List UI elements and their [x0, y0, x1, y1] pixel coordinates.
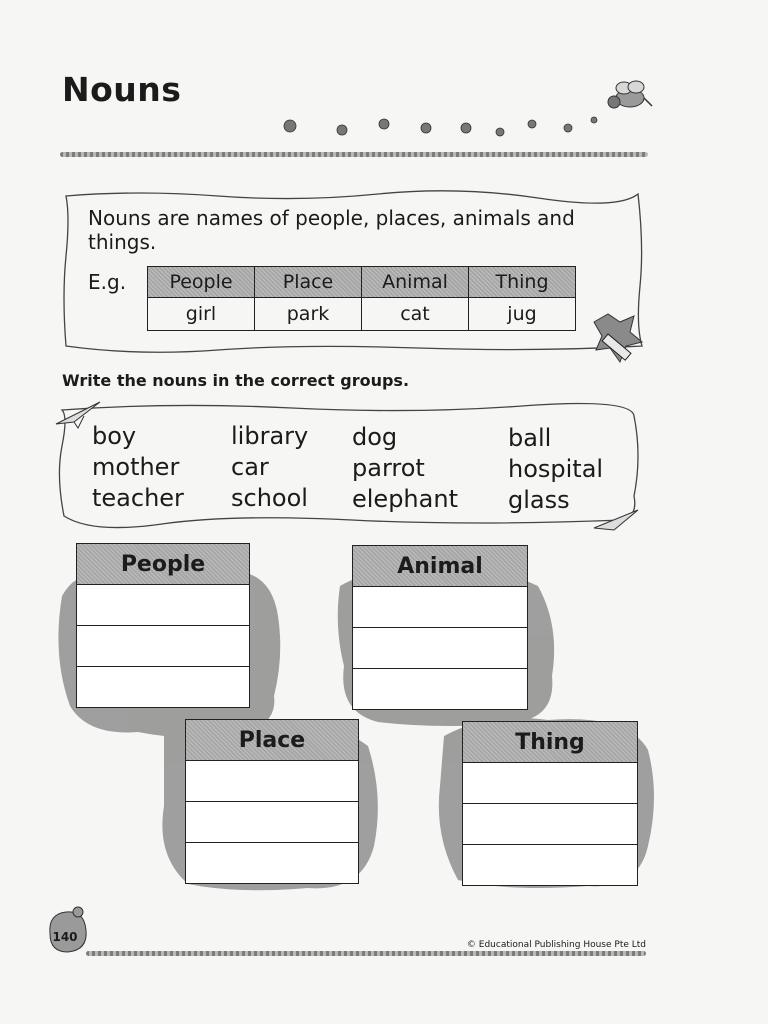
answer-line[interactable] [77, 585, 249, 626]
top-divider [60, 152, 648, 157]
word-item: parrot [352, 454, 425, 482]
answer-line[interactable] [353, 587, 527, 628]
bee-icon [600, 76, 656, 116]
word-item: hospital [508, 455, 604, 483]
word-item: teacher [92, 484, 184, 512]
answer-line[interactable] [463, 804, 637, 845]
group-box-place [185, 719, 359, 884]
answer-line[interactable] [186, 802, 358, 843]
word-item: boy [92, 422, 137, 450]
example-header-people: People [148, 267, 255, 298]
example-value-animal: cat [362, 298, 469, 331]
page-title: Nouns [62, 70, 182, 109]
word-item: mother [92, 453, 180, 481]
group-header-animal: Animal [353, 546, 527, 587]
answer-line[interactable] [463, 845, 637, 885]
word-item: dog [352, 423, 398, 451]
word-item: glass [508, 486, 570, 514]
page-number: 140 [52, 930, 78, 944]
example-value-people: girl [148, 298, 255, 331]
word-column-2 [231, 421, 308, 514]
example-header-place: Place [255, 267, 362, 298]
example-value-thing: jug [469, 298, 576, 331]
word-column-4 [508, 423, 603, 516]
word-item: elephant [352, 485, 458, 513]
intro-text: Nouns are names of people, places, animals and things. [88, 206, 575, 254]
copyright-text: © Educational Publishing House Pte Ltd [466, 940, 646, 950]
instruction-text: Write the nouns in the correct groups. [62, 371, 410, 390]
answer-line[interactable] [77, 626, 249, 667]
flower-icon [276, 112, 606, 142]
word-item: library [231, 422, 309, 450]
example-value-place: park [255, 298, 362, 331]
answer-line[interactable] [463, 763, 637, 804]
group-header-people: People [77, 544, 249, 585]
word-item: school [231, 484, 308, 512]
example-value-row [148, 298, 576, 331]
pencil-icon [590, 312, 644, 372]
group-box-people [76, 543, 250, 708]
example-header-row [148, 267, 576, 298]
answer-line[interactable] [353, 669, 527, 709]
group-box-thing [462, 721, 638, 886]
word-column-3 [352, 422, 458, 515]
group-header-thing: Thing [463, 722, 637, 763]
group-header-place: Place [186, 720, 358, 761]
example-header-thing: Thing [469, 267, 576, 298]
bottom-divider [86, 951, 646, 956]
word-item: car [231, 453, 269, 481]
answer-line[interactable] [77, 667, 249, 707]
word-item: ball [508, 424, 552, 452]
example-header-animal: Animal [362, 267, 469, 298]
answer-line[interactable] [186, 761, 358, 802]
example-label: E.g. [88, 270, 127, 294]
example-table [147, 266, 576, 331]
word-column-1 [92, 421, 184, 514]
answer-line[interactable] [353, 628, 527, 669]
group-box-animal [352, 545, 528, 710]
answer-line[interactable] [186, 843, 358, 883]
